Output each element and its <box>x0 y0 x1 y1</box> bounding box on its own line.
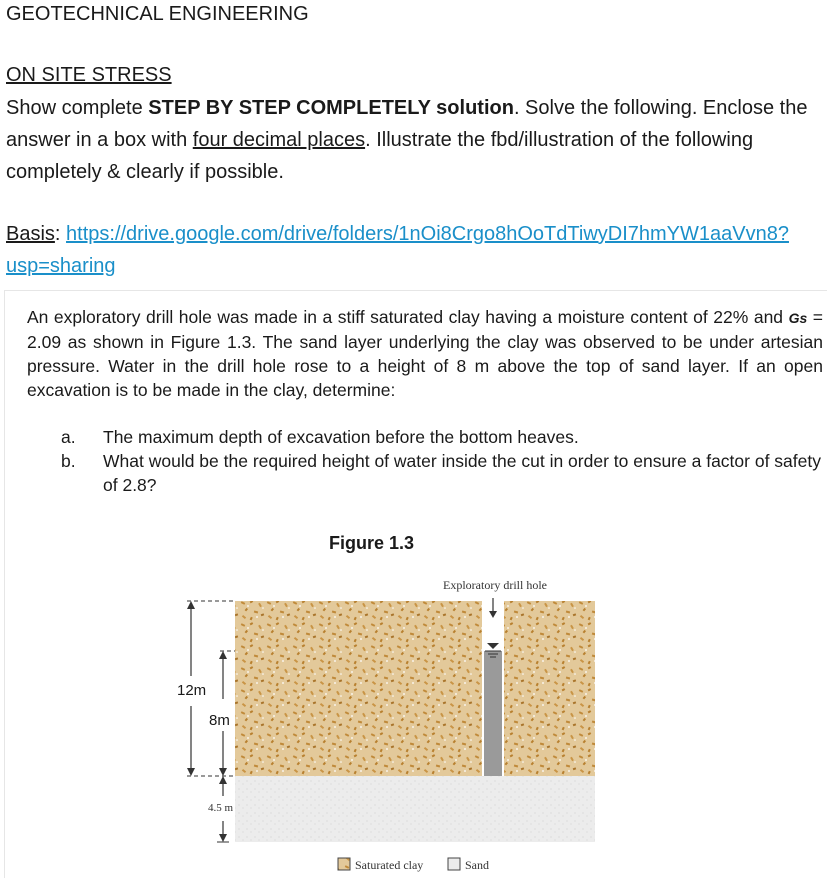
clay-layer <box>235 601 595 776</box>
list-item-b-text: What would be the required height of water inside the cut in order to ensure a factor of safety of 2.8? <box>103 451 821 495</box>
dim-4.5m-label: 4.5 m <box>208 802 234 814</box>
problem-text-2: = 2.09 as shown in Figure 1.3. The sand layer underlying the clay was observed to be under artesian pressure. Water in the drill hole rose to a height of 8 m above the top of sand layer. If an open excavation is to be made in the clay, determine: <box>27 307 823 400</box>
dim-8m-arrow-bottom <box>219 768 227 776</box>
subject-title: GEOTECHNICAL ENGINEERING <box>6 3 309 25</box>
dim-4.5m-arrow-bottom <box>219 834 227 842</box>
list-marker: a. <box>61 427 76 447</box>
problem-card <box>4 290 827 878</box>
water-column <box>484 651 502 776</box>
basis-paragraph <box>6 218 824 282</box>
instructions-underline: four decimal places <box>192 129 366 151</box>
instructions-bold: STEP BY STEP COMPLETELY solution <box>148 97 514 119</box>
dim-4.5m-arrow-top <box>219 776 227 784</box>
basis-colon: : <box>54 223 67 245</box>
topic-heading: ON SITE STRESS <box>6 64 172 86</box>
figure-1-3 <box>5 291 827 878</box>
instructions-text-2: . Solve the following. Enclose the answer in a box with <box>6 97 808 151</box>
legend-sand-label: Sand <box>465 858 489 872</box>
gs-symbol: Gs <box>788 310 808 326</box>
legend-clay-swatch <box>338 858 350 870</box>
dim-8m-arrow-top <box>219 651 227 659</box>
legend-clay-label: Saturated clay <box>355 858 424 872</box>
dim-12m-arrow-bottom <box>187 768 195 776</box>
dim-12m-arrow-top <box>187 601 195 609</box>
list-marker: b. <box>61 451 76 471</box>
sand-layer <box>235 776 595 842</box>
dim-8m-label: 8m <box>209 712 230 729</box>
list-item-text: The maximum depth of excavation before the bottom heaves. <box>103 427 579 447</box>
figure-title: Figure 1.3 <box>329 533 415 553</box>
instructions-text-1: Show complete <box>6 97 149 119</box>
basis-link[interactable]: https://drive.google.com/drive/folders/1nOi8Crgo8hOoTdTiwyDI7hmYW1aaVvn8?usp=sharing <box>6 223 789 277</box>
dim-12m-label: 12m <box>177 682 207 699</box>
basis-label: Basis <box>6 223 55 245</box>
problem-text-1: An exploratory drill hole was made in a stiff saturated clay having a moisture content of 22% and <box>27 307 789 327</box>
drill-hole-label: Exploratory drill hole <box>443 578 547 592</box>
instructions-paragraph <box>6 92 824 188</box>
legend-sand-swatch <box>448 858 460 870</box>
instructions-text-3: . Illustrate the fbd/illustration of the following completely & clearly if possible. <box>6 129 754 183</box>
